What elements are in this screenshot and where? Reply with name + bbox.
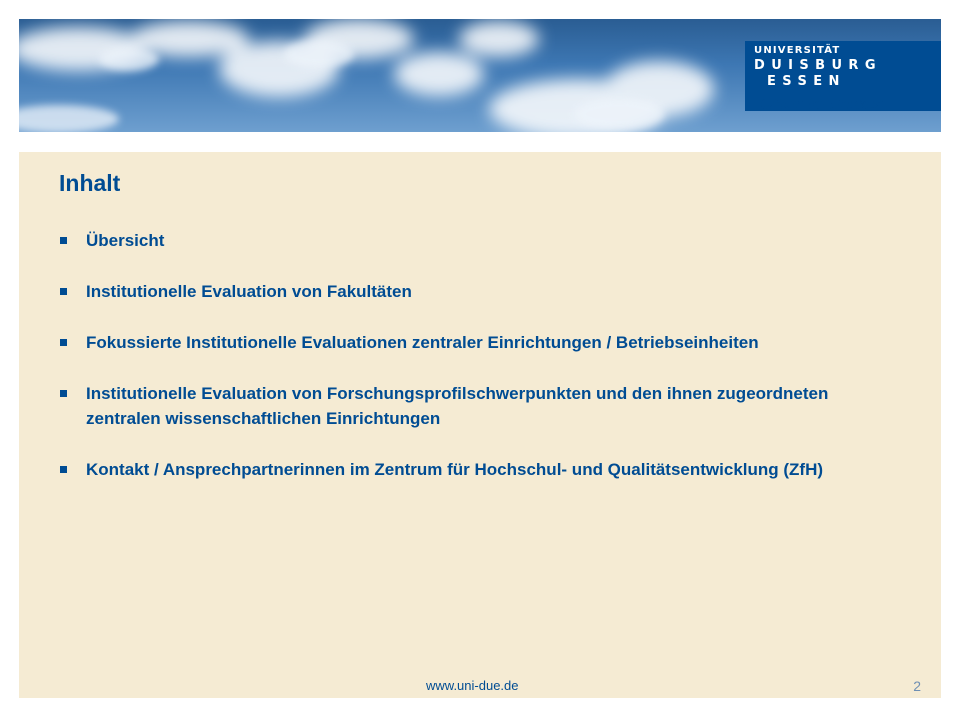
square-bullet-icon [60, 237, 67, 244]
slogan-rest: im Denken [803, 97, 884, 113]
agenda-item-text: Kontakt / Ansprechpartnerinnen im Zentrum für Hochschul- und Qualitätsentwicklung (ZfH) [86, 460, 824, 479]
square-bullet-icon [60, 339, 67, 346]
page-number: 2 [913, 678, 921, 694]
slogan-emphasis: Offen [760, 97, 804, 113]
logo-line-essen: ESSEN [767, 74, 846, 89]
agenda-item-text: Übersicht [86, 231, 165, 250]
agenda-item [59, 330, 899, 355]
agenda-item [59, 381, 899, 431]
square-bullet-icon [60, 390, 67, 397]
footer-url-link[interactable]: www.uni-due.de [426, 678, 519, 693]
content-panel [19, 152, 941, 698]
agenda-item-text: Institutionelle Evaluation von Forschungsprofilschwerpunkten und den ihnen zugeordneten zentralen wissenschaftlichen Einrichtungen [86, 384, 829, 428]
logo-line-university: UNIVERSITÄT [754, 45, 841, 56]
agenda-item-text: Institutionelle Evaluation von Fakultäten [86, 282, 412, 301]
slogan [761, 97, 884, 113]
square-bullet-icon [60, 288, 67, 295]
slide-title: Inhalt [59, 170, 121, 196]
agenda-list [59, 228, 899, 508]
logo-line-duisburg: DUISBURG [754, 58, 882, 73]
agenda-item [59, 279, 899, 304]
header-banner [19, 19, 941, 132]
square-bullet-icon [60, 466, 67, 473]
agenda-item-text: Fokussierte Institutionelle Evaluationen zentraler Einrichtungen / Betriebseinheiten [86, 333, 759, 352]
agenda-item [59, 457, 899, 482]
agenda-item [59, 228, 899, 253]
